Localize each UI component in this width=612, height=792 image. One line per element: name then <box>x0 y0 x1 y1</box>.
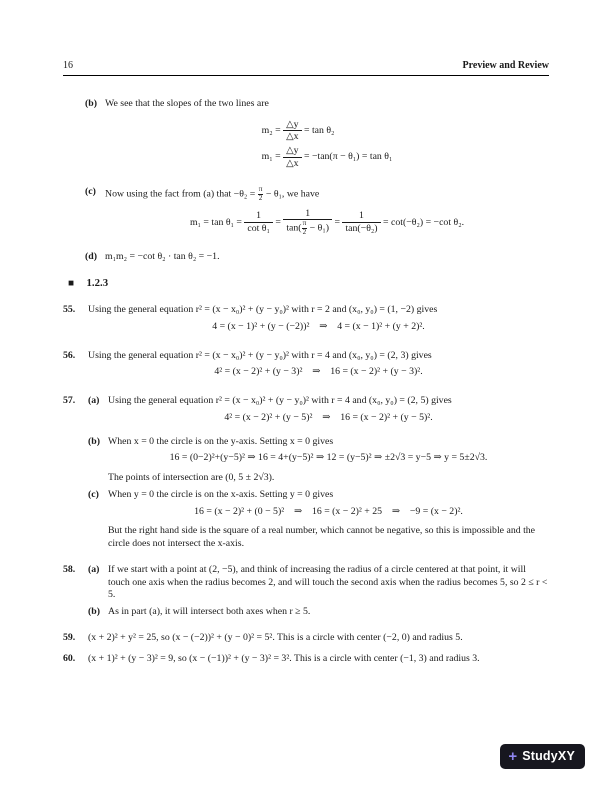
subpart-label: (a) <box>88 563 100 575</box>
fraction <box>283 119 301 143</box>
item-number: 56. <box>63 349 76 361</box>
subpart-body <box>108 564 549 602</box>
fraction-numerator: 1 <box>256 210 262 222</box>
equation-group <box>105 116 549 172</box>
subpart-text: When y = 0 the circle is on the x-axis. Setting y = 0 gives <box>108 488 334 500</box>
part-body <box>105 98 549 180</box>
eq-text: m₁ = tan θ₁ = <box>189 216 242 228</box>
fraction-numerator: 1 <box>305 207 311 219</box>
subpart-c <box>88 489 549 551</box>
fraction <box>244 210 273 234</box>
section-header <box>68 276 549 291</box>
fraction-denominator <box>283 219 332 237</box>
solution-part-b <box>85 98 549 180</box>
subpart-b <box>88 436 549 485</box>
equation-line <box>262 145 393 169</box>
fraction <box>258 186 264 203</box>
subpart-followup-text: The points of intersection are (0, 5 ± 2√3). <box>108 472 275 484</box>
part-label: (d) <box>85 250 97 262</box>
subpart-text: If we start with a point at (2, −5), and think of increasing the radius of a circle centered at that point, it will touch one axis when the radius becomes 2, and will touch the second axis when the radius becomes 5, so 2 ≤ r < 5. <box>108 563 548 601</box>
equation: 4² = (x − 2)² + (y − 3)² ⇒ 16 = (x − 2)² + (y − 3)². <box>214 366 423 378</box>
part-label: (c) <box>85 185 96 197</box>
eq-text: = <box>334 216 340 228</box>
header-rule <box>63 75 549 76</box>
fraction-numerator: π <box>258 184 263 193</box>
part-text-pre: Now using the fact from (a) that −θ₂ = <box>105 188 256 200</box>
equation <box>105 208 549 237</box>
exercise-item-55 <box>63 304 549 340</box>
page-number: 16 <box>63 60 73 71</box>
item-number: 60. <box>63 653 76 665</box>
subpart-body <box>108 395 549 431</box>
item-number: 58. <box>63 563 76 575</box>
equation-group-inner <box>262 116 393 172</box>
eq-text: = cot(−θ₂) = −cot θ₂. <box>383 216 465 228</box>
part-text: m₁m₂ = −cot θ₂ · tan θ₂ = −1. <box>105 250 220 262</box>
fraction-denominator: 2 <box>258 193 263 202</box>
eq-text: = −tan(π − θ₁) = tan θ₁ <box>303 151 393 163</box>
equation-line <box>262 119 393 143</box>
subpart-label: (a) <box>88 395 100 407</box>
exercise-item-56 <box>63 350 549 386</box>
part-text <box>105 186 549 203</box>
solution-part-c <box>85 186 549 245</box>
subpart-body <box>108 489 549 551</box>
equation: 4² = (x − 2)² + (y − 5)² ⇒ 16 = (x − 2)² + (y − 5)². <box>224 411 433 423</box>
equation: 16 = (0−2)²+(y−5)² ⇒ 16 = 4+(y−5)² ⇒ 12 = (y−5)² ⇒ ±2√3 = y−5 ⇒ y = 5±2√3. <box>169 452 488 464</box>
item-body <box>88 653 549 666</box>
equation: 16 = (x − 2)² + (0 − 5)² ⇒ 16 = (x − 2)² + 25 ⇒ −9 = (x − 2)². <box>194 505 463 517</box>
subpart-followup-text: But the right hand side is the square of a real number, which cannot be negative, so this is impossible and the circle does not intersect the x-axis. <box>108 525 536 550</box>
item-number: 57. <box>63 395 76 407</box>
item-body <box>88 350 549 386</box>
item-text: Using the general equation r² = (x − x₀)² + (y − y₀)² with r = 2 and (x₀, y₀) = (1, −2) gives <box>88 304 438 316</box>
subpart-body <box>108 606 549 619</box>
eq-text: = tan θ₂ <box>303 124 335 136</box>
solution-part-d <box>85 251 549 264</box>
studyxy-logo <box>500 744 585 769</box>
section-title: 1.2.3 <box>86 277 109 290</box>
part-text-post: − θ₁, we have <box>265 188 320 200</box>
plus-icon: + <box>508 748 518 765</box>
subpart-a <box>88 395 549 431</box>
subpart-text: Using the general equation r² = (x − x₀)² + (y − y₀)² with r = 4 and (x₀, y₀) = (2, 5) gives <box>108 395 452 407</box>
subpart-body <box>108 436 549 485</box>
item-body <box>88 564 549 623</box>
item-text: (x + 1)² + (y − 3)² = 9, so (x − (−1))² + (y − 3)² = 3². This is a circle with center (−1, 3) and radius 3. <box>88 653 480 665</box>
eq-text: m₂ = <box>261 124 281 136</box>
fraction-denominator: 2 <box>302 227 307 236</box>
fraction-numerator: △y <box>286 145 299 157</box>
fraction-numerator: △y <box>286 118 299 130</box>
item-body <box>88 395 549 555</box>
item-number: 59. <box>63 631 76 643</box>
item-number: 55. <box>63 304 76 316</box>
fraction <box>283 208 332 237</box>
subpart-b <box>88 606 549 619</box>
content <box>63 98 549 666</box>
exercise-item-60 <box>63 653 549 666</box>
eq-text: tan( <box>286 222 302 234</box>
exercise-item-57 <box>63 395 549 555</box>
part-label: (b) <box>85 98 97 109</box>
fraction-denominator: tan(−θ₂) <box>342 222 380 234</box>
eq-text: m₁ = <box>261 151 281 163</box>
exercise-item-58 <box>63 564 549 623</box>
fraction-numerator: π <box>302 218 307 227</box>
fraction-denominator: △x <box>283 130 301 142</box>
subpart-label: (b) <box>88 435 100 447</box>
item-body <box>88 632 549 645</box>
part-body <box>105 251 549 264</box>
subpart-text: As in part (a), it will intersect both axes when r ≥ 5. <box>108 605 311 617</box>
equation: 4 = (x − 1)² + (y − (−2))² ⇒ 4 = (x − 1)² + (y + 2)². <box>212 320 425 332</box>
fraction-numerator: 1 <box>359 210 364 222</box>
fraction <box>283 145 301 169</box>
item-text: (x + 2)² + y² = 25, so (x − (−2))² + (y − 0)² = 5². This is a circle with center (−2, 0) and radius 5. <box>88 631 463 643</box>
exercise-item-59 <box>63 632 549 645</box>
running-head: Preview and Review <box>462 60 549 71</box>
page-header <box>63 60 549 71</box>
subpart-label: (c) <box>88 488 99 500</box>
eq-text: − θ₁) <box>307 222 329 234</box>
subpart-text: When x = 0 the circle is on the y-axis. Setting x = 0 gives <box>108 435 334 447</box>
logo-text: StudyXY <box>522 749 575 764</box>
fraction <box>342 210 380 234</box>
section-marker-icon: ■ <box>68 278 75 290</box>
item-text: Using the general equation r² = (x − x₀)² + (y − y₀)² with r = 4 and (x₀, y₀) = (2, 3) gives <box>88 349 432 361</box>
eq-text: = <box>275 216 281 228</box>
fraction-denominator: △x <box>283 157 301 169</box>
subpart-label: (b) <box>88 605 100 617</box>
part-body <box>105 186 549 245</box>
fraction-denominator: cot θ₁ <box>244 222 273 234</box>
part-text: We see that the slopes of the two lines are <box>105 98 269 109</box>
item-body <box>88 304 549 340</box>
subpart-a <box>88 564 549 602</box>
